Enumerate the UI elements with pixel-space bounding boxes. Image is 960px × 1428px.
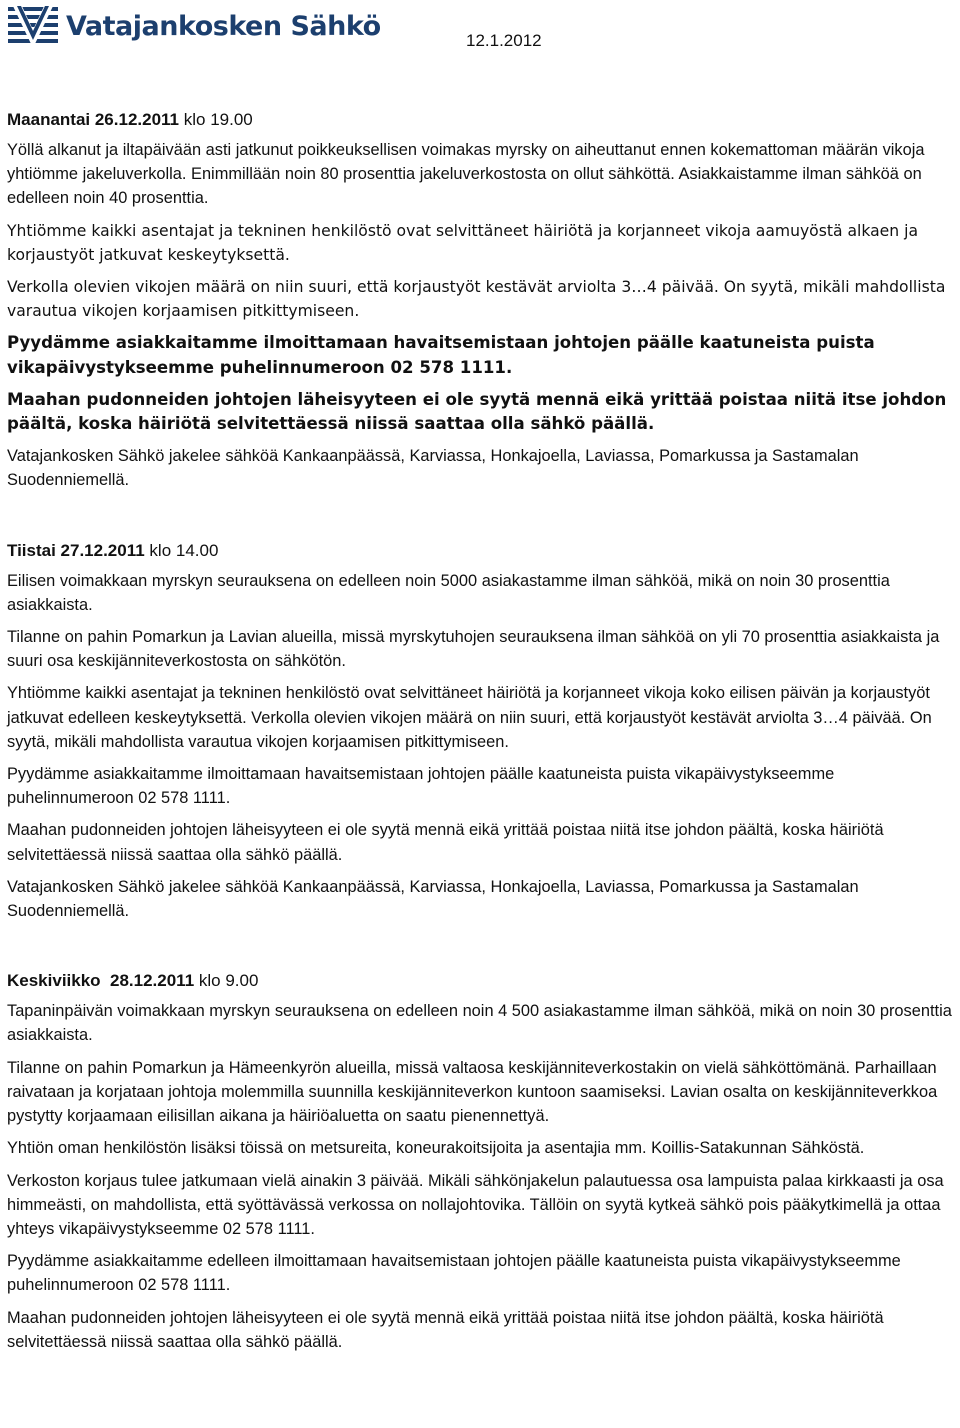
paragraph: Maahan pudonneiden johtojen läheisyyteen ei ole syytä mennä eikä yrittää poistaa niitä itse johdon päältä, koska häiriötä selvitettäessä niissä saattaa olla sähkö päällä. xyxy=(7,821,884,864)
section-title-time: klo 14.00 xyxy=(149,540,219,560)
company-name: Vatajankosken Sähkö xyxy=(66,11,381,42)
section-title-date: Maanantai 26.12.2011 xyxy=(7,110,180,129)
section-wednesday xyxy=(7,967,957,1354)
paragraph: Vatajankosken Sähkö jakelee sähköä Kankaanpäässä, Karviassa, Honkajoella, Laviassa, Pomarkussa ja Sastamalan Suodenniemellä. xyxy=(7,877,859,921)
section-title-time: klo 19.00 xyxy=(183,110,253,129)
document-body xyxy=(7,106,957,1362)
paragraph: Pyydämme asiakkaitamme ilmoittamaan havaitsemistaan johtojen päälle kaatuneista puista vikapäivystykseemme puhelinnumeroon 02 578 1111. xyxy=(7,765,835,808)
paragraph: Yöllä alkanut ja iltapäivään asti jatkunut poikkeuksellisen voimakas myrsky on aiheuttanut ennen kokemattoman määrän vikoja yhtiömme jakeluverkolla. Enimmillään noin 80 prosenttia jakeluverkostosta on ollut sähköttä. Asiakkaistamme ilman sähköä on edelleen noin 40 prosenttia. xyxy=(7,141,925,208)
section-tuesday xyxy=(7,537,957,924)
section-title-date: Keskiviikko 28.12.2011 xyxy=(7,971,195,991)
paragraph: Eilisen voimakkaan myrskyn seurauksena on edelleen noin 5000 asiakastamme ilman sähköä, mikä on noin 30 prosenttia asiakkaista. xyxy=(7,571,890,614)
section-title-time: klo 9.00 xyxy=(198,971,259,991)
paragraph: Verkoston korjaus tulee jatkumaan vielä ainakin 3 päivää. Mikäli sähkönjakelun palautuessa osa lampuista palaa kirkkaasti ja osa himmeästi, on mahdollista, että syöttävässä verkossa on nollajohtovika. Tällöin on syytä kytkeä sähkö pois pääkytkimellä ja ottaa yhteys vikapäivystykseemme 02 578 1111. xyxy=(7,1171,944,1238)
paragraph: Maahan pudonneiden johtojen läheisyyteen ei ole syytä mennä eikä yrittää poistaa niitä itse johdon päältä, koska häiriötä selvitettäessä niissä saattaa olla sähkö päällä. xyxy=(7,1308,884,1351)
vatajankoski-logo-icon xyxy=(8,4,58,50)
section-title xyxy=(7,537,957,563)
paragraph: Vatajankosken Sähkö jakelee sähköä Kankaanpäässä, Karviassa, Honkajoella, Laviassa, Pomarkussa ja Sastamalan Suodenniemellä. xyxy=(7,447,859,490)
paragraph-bold: Maahan pudonneiden johtojen läheisyyteen ei ole syytä mennä eikä yrittää poistaa niitä itse johdon päältä, koska häiriötä selvitettäessä niissä saattaa olla sähkö päällä. xyxy=(7,389,947,434)
company-logo xyxy=(8,4,381,50)
section-title-date: Tiistai 27.12.2011 xyxy=(7,540,145,560)
paragraph: Tilanne on pahin Pomarkun ja Lavian alueilla, missä myrskytuhojen seurauksena ilman sähköä on yli 70 prosenttia asiakkaista ja suuri osa keskijänniteverkostosta on sähkötön. xyxy=(7,628,940,671)
section-title xyxy=(7,967,957,993)
paragraph: Yhtiömme kaikki asentajat ja tekninen henkilöstö ovat selvittäneet häiriötä ja korjanneet vikoja koko eilisen päivän ja korjaustyöt jatkuvat edelleen keskeytyksettä. Verkolla olevien vikojen määrä on niin suuri, että korjaustyöt kestävät arviolta 3…4 päivää. On syytä, mikäli mahdollista varautua vikojen korjaamisen pitkittymiseen. xyxy=(7,684,932,751)
page-header xyxy=(0,0,960,60)
section-title xyxy=(7,106,957,132)
paragraph: Pyydämme asiakkaitamme edelleen ilmoittamaan havaitsemistaan johtojen päälle kaatuneista puista vikapäivystykseemme puhelinnumeroon 02 578 1111. xyxy=(7,1252,901,1295)
section-monday xyxy=(7,106,957,493)
paragraph: Verkolla olevien vikojen määrä on niin suuri, että korjaustyöt kestävät arviolta 3…4 päivää. On syytä, mikäli mahdollista varautua vikojen korjaamisen pitkittymiseen. xyxy=(7,278,946,321)
paragraph: Yhtiön oman henkilöstön lisäksi töissä on metsureita, koneurakoitsijoita ja asentajia mm. Koillis-Satakunnan Sähköstä. xyxy=(7,1139,865,1158)
paragraph: Tilanne on pahin Pomarkun ja Hämeenkyrön alueilla, missä valtaosa keskijänniteverkostakin on vielä sähköttömänä. Parhaillaan raivataan ja korjataan johtoja molemmilla suunnilla keskijänniteverkon kuntoon saamiseksi. Lavian osalta on keskijänniteverkkoa pystytty korjaamaan eilisillan aikana ja häiriöaluetta on saatu pienennettyä. xyxy=(7,1058,938,1126)
paragraph-bold: Pyydämme asiakkaitamme ilmoittamaan havaitsemistaan johtojen päälle kaatuneista puista vikapäivystykseemme puhelinnumeroon 02 578 1111. xyxy=(7,333,875,377)
paragraph: Yhtiömme kaikki asentajat ja tekninen henkilöstö ovat selvittäneet häiriötä ja korjanneet vikoja aamuyöstä alkaen ja korjaustyöt jatkuvat keskeytyksettä. xyxy=(7,221,919,264)
paragraph: Tapaninpäivän voimakkaan myrskyn seurauksena on edelleen noin 4 500 asiakastamme ilman sähköä, mikä on noin 30 prosenttia asiakkaista. xyxy=(7,1002,952,1045)
document-date: 12.1.2012 xyxy=(466,31,542,50)
